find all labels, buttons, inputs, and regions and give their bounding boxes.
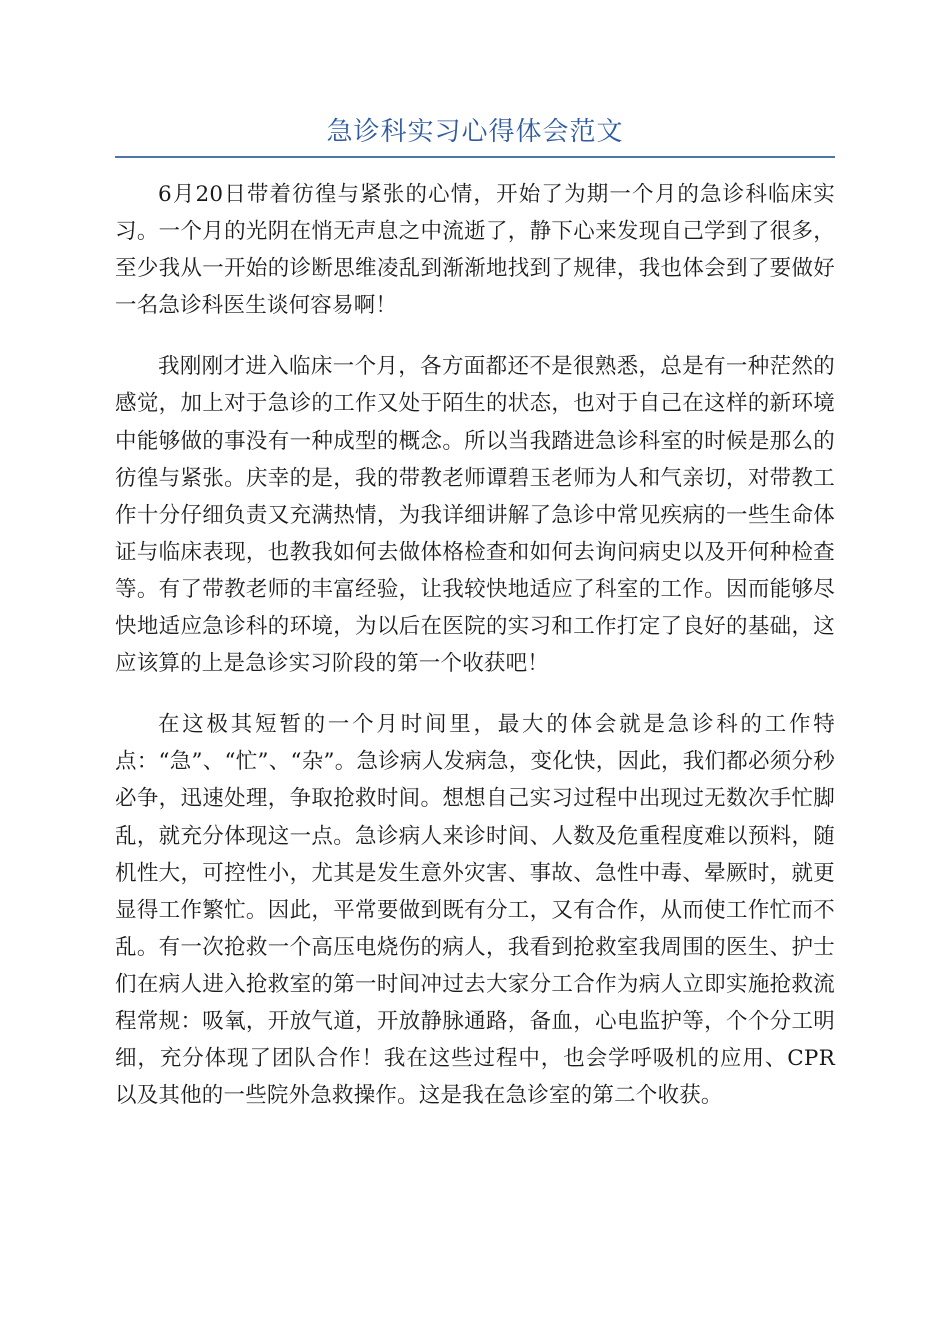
- paragraph-2: 我刚刚才进入临床一个月，各方面都还不是很熟悉，总是有一种茫然的感觉，加上对于急诊的工作又处于陌生的状态，也对于自己在这样的新环境中能够做的事没有一种成型的概念。所以当我踏进急诊科室的时候是那么的彷徨与紧张。庆幸的是，我的带教老师谭碧玉老师为人和气亲切，对带教工作十分仔细负责又充满热情，为我详细讲解了急诊中常见疾病的一些生命体证与临床表现，也教我如何去做体格检查和如何去询问病史以及开何种检查等。有了带教老师的丰富经验，让我较快地适应了科室的工作。因而能够尽快地适应急诊科的环境，为以后在医院的实习和工作打定了良好的基础，这应该算的上是急诊实习阶段的第一个收获吧！: [115, 354, 835, 677]
- document-title: 急诊科实习心得体会范文: [326, 117, 624, 147]
- paragraph-3: 在这极其短暂的一个月时间里，最大的体会就是急诊科的工作特点：“急”、“忙”、“杂”。急诊病人发病急，变化快，因此，我们都必须分秒必争，迅速处理，争取抢救时间。想想自己实习过程中出现过无数次手忙脚乱，就充分体现这一点。急诊病人来诊时间、人数及危重程度难以预料，随机性大，可控性小，尤其是发生意外灾害、事故、急性中毒、晕厥时，就更显得工作繁忙。因此，平常要做到既有分工，又有合作，从而使工作忙而不乱。有一次抢救一个高压电烧伤的病人，我看到抢救室我周围的医生、护士们在病人进入抢救室的第一时间冲过去大家分工合作为病人立即实施抢救流程常规：吸氧，开放气道，开放静脉通路，备血，心电监护等，个个分工明细，充分体现了团队合作！我在这些过程中，也会学呼吸机的应用、CPR以及其他的一些院外急救操作。这是我在急诊室的第二个收获。: [115, 712, 835, 1109]
- title-block: [115, 112, 835, 158]
- paragraph-1: 6月20日带着彷徨与紧张的心情，开始了为期一个月的急诊科临床实习。一个月的光阴在悄无声息之中流逝了，静下心来发现自己学到了很多，至少我从一开始的诊断思维凌乱到渐渐地找到了规律，我也体会到了要做好一名急诊科医生谈何容易啊！: [115, 182, 835, 319]
- document-body: [115, 176, 835, 1138]
